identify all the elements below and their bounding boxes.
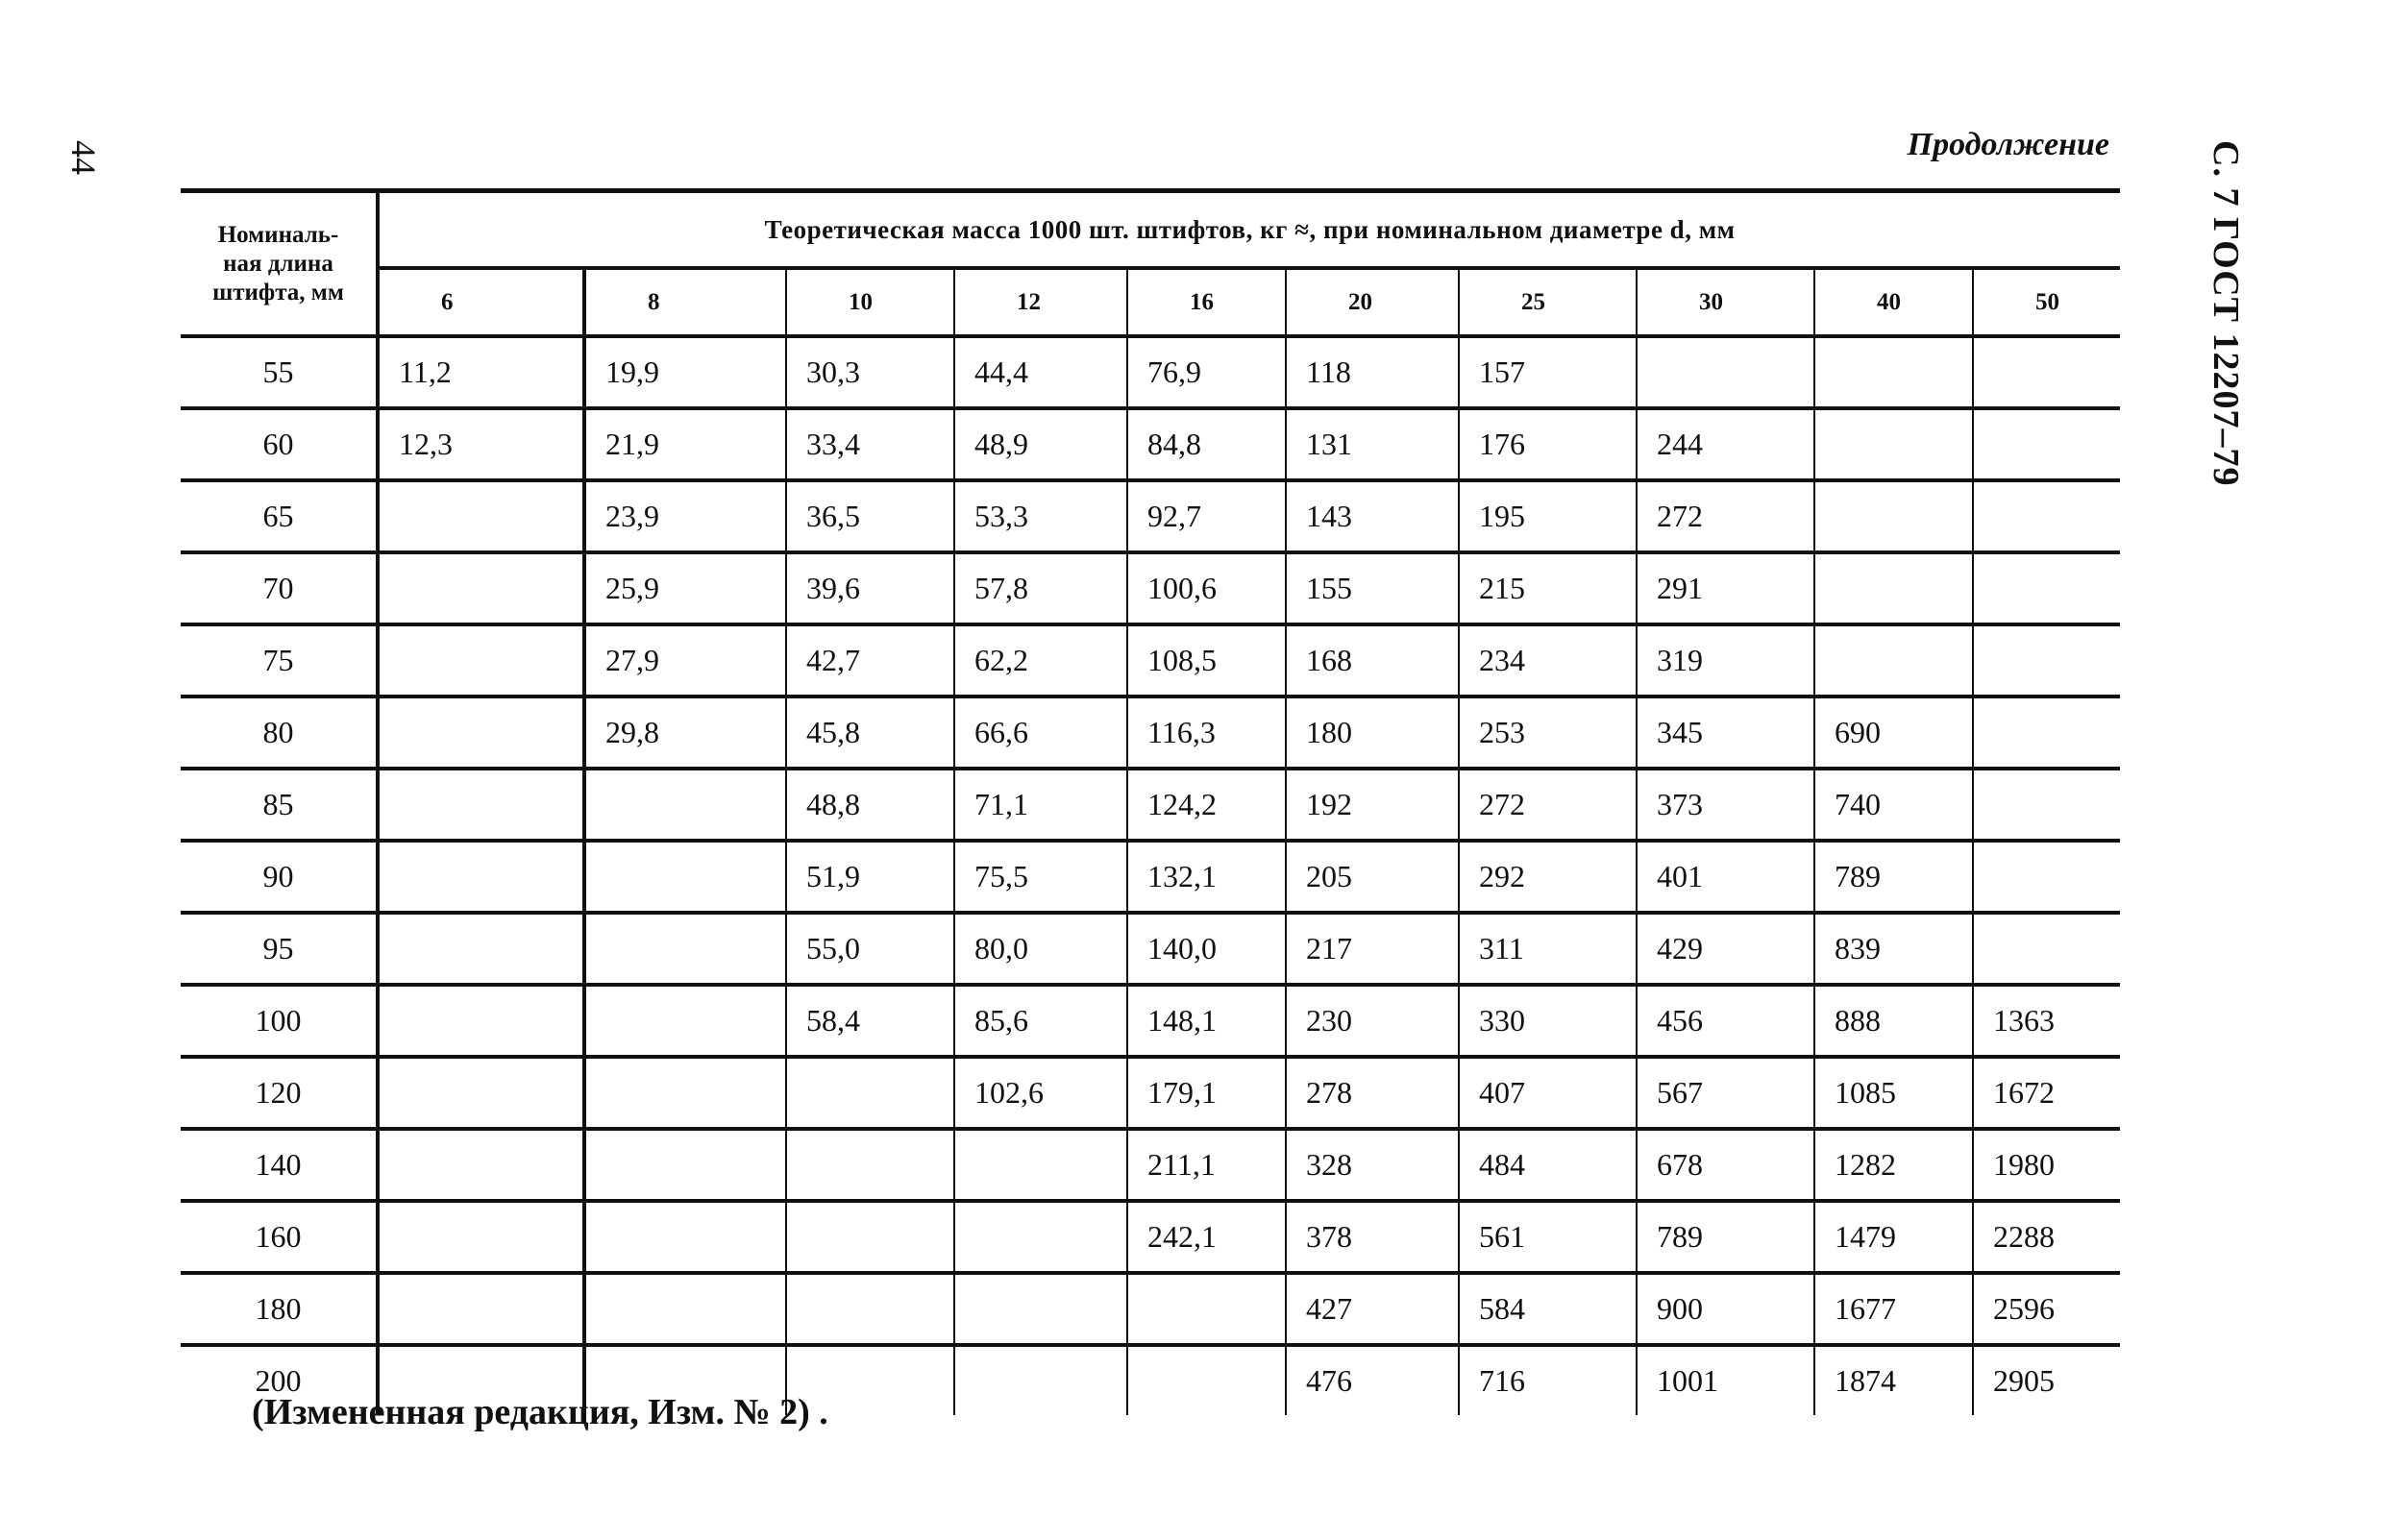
mass-cell: 124,2 [1127,769,1286,841]
mass-cell: 155 [1286,552,1459,624]
diameter-header: 6 [378,268,584,336]
mass-cell: 456 [1637,985,1814,1057]
mass-cell: 345 [1637,697,1814,769]
mass-cell: 23,9 [584,480,786,552]
mass-cell [954,1273,1127,1345]
mass-cell: 102,6 [954,1057,1127,1129]
mass-cell: 584 [1459,1273,1637,1345]
mass-cell: 48,9 [954,408,1127,480]
mass-cell: 19,9 [584,336,786,408]
table-row [181,841,2120,913]
mass-cell: 108,5 [1127,624,1286,697]
mass-cell [1973,480,2120,552]
mass-cell: 407 [1459,1057,1637,1129]
diameter-header: 12 [954,268,1127,336]
table-row [181,913,2120,985]
mass-cell [1637,336,1814,408]
mass-cell: 292 [1459,841,1637,913]
mass-cell [954,1345,1127,1415]
mass-cell [378,1057,584,1129]
diameter-header: 40 [1814,268,1973,336]
mass-cell [786,1201,954,1273]
mass-cell [378,769,584,841]
mass-cell: 132,1 [1127,841,1286,913]
page-number: 44 [64,140,103,175]
mass-cell: 42,7 [786,624,954,697]
mass-cell [1973,552,2120,624]
mass-cell: 157 [1459,336,1637,408]
mass-cell: 373 [1637,769,1814,841]
mass-cell: 1363 [1973,985,2120,1057]
length-cell: 180 [181,1273,378,1345]
mass-cell [1973,408,2120,480]
mass-cell: 716 [1459,1345,1637,1415]
mass-cell: 311 [1459,913,1637,985]
mass-cell: 1479 [1814,1201,1973,1273]
mass-cell: 39,6 [786,552,954,624]
length-cell: 90 [181,841,378,913]
mass-cell [1814,480,1973,552]
mass-cell: 1001 [1637,1345,1814,1415]
mass-cell: 328 [1286,1129,1459,1201]
diameter-header: 30 [1637,268,1814,336]
length-cell: 65 [181,480,378,552]
mass-cell: 148,1 [1127,985,1286,1057]
diameter-header: 16 [1127,268,1286,336]
mass-cell: 116,3 [1127,697,1286,769]
mass-cell [1814,408,1973,480]
continuation-label: Продолжение [1907,127,2109,162]
mass-cell: 85,6 [954,985,1127,1057]
mass-cell: 900 [1637,1273,1814,1345]
mass-cell [378,624,584,697]
mass-cell: 1085 [1814,1057,1973,1129]
mass-cell [378,697,584,769]
mass-cell: 71,1 [954,769,1127,841]
length-cell: 80 [181,697,378,769]
table-row [181,1057,2120,1129]
mass-cell: 30,3 [786,336,954,408]
mass-cell [1973,841,2120,913]
mass-cell: 76,9 [1127,336,1286,408]
diameter-header: 10 [786,268,954,336]
table-row [181,697,2120,769]
mass-cell: 789 [1814,841,1973,913]
mass-cell [1127,1273,1286,1345]
mass-cell: 561 [1459,1201,1637,1273]
mass-cell: 2905 [1993,1363,2055,1398]
mass-cell: 66,6 [954,697,1127,769]
mass-cell [786,1129,954,1201]
mass-cell: 44,4 [954,336,1127,408]
mass-cell [954,1201,1127,1273]
mass-cell: 12,3 [378,408,584,480]
mass-cell: 567 [1637,1057,1814,1129]
mass-table [181,188,2120,1415]
mass-cell [378,552,584,624]
mass-cell [378,841,584,913]
table-row [181,1273,2120,1345]
mass-cell [1973,624,2120,697]
mass-cell: 100,6 [1127,552,1286,624]
mass-cell: 51,9 [786,841,954,913]
mass-cell [1814,552,1973,624]
mass-cell: 242,1 [1127,1201,1286,1273]
mass-cell: 291 [1637,552,1814,624]
mass-cell [954,1129,1127,1201]
mass-cell: 205 [1286,841,1459,913]
mass-cell: 143 [1286,480,1459,552]
revision-note: (Измененная редакция, Изм. № 2) . [252,1392,828,1432]
mass-cell: 401 [1637,841,1814,913]
mass-cell: 319 [1637,624,1814,697]
mass-cell: 330 [1459,985,1637,1057]
length-cell: 160 [181,1201,378,1273]
mass-cell: 1980 [1973,1129,2120,1201]
mass-cell [1973,336,2120,408]
mass-cell: 272 [1637,480,1814,552]
mass-cell: 215 [1459,552,1637,624]
mass-cell [584,913,786,985]
mass-cell [1814,336,1973,408]
mass-cell: 179,1 [1127,1057,1286,1129]
length-header [181,191,378,337]
mass-cell [584,1273,786,1345]
mass-cell [378,913,584,985]
mass-cell: 2596 [1973,1273,2120,1345]
mass-cell: 839 [1814,913,1973,985]
mass-cell [1814,624,1973,697]
mass-cell [1973,913,2120,985]
length-cell: 120 [181,1057,378,1129]
table-row [181,1201,2120,1273]
length-header-line: ная длина [223,250,333,277]
mass-cell [786,1057,954,1129]
mass-cell: 2288 [1973,1201,2120,1273]
mass-cell: 217 [1286,913,1459,985]
mass-cell [378,985,584,1057]
mass-cell [378,480,584,552]
mass-cell: 168 [1286,624,1459,697]
mass-cell: 192 [1286,769,1459,841]
mass-cell [584,1057,786,1129]
length-cell: 95 [181,913,378,985]
mass-cell: 1677 [1814,1273,1973,1345]
mass-cell: 58,4 [786,985,954,1057]
mass-cell: 27,9 [584,624,786,697]
diameter-header: 20 [1286,268,1459,336]
length-cell: 200 [181,1345,378,1415]
mass-cell: 55,0 [786,913,954,985]
table-row [181,624,2120,697]
mass-cell: 888 [1814,985,1973,1057]
mass-cell: 234 [1459,624,1637,697]
mass-cell [786,1273,954,1345]
mass-cell: 176 [1459,408,1637,480]
side-header: С. 7 ГОСТ 12207–79 [2205,140,2246,487]
table-row [181,985,2120,1057]
table-row [181,769,2120,841]
mass-cell [378,1273,584,1345]
length-header-line: Номиналь- [217,221,339,248]
mass-cell [584,1201,786,1273]
mass-cell: 211,1 [1127,1129,1286,1201]
mass-cell [1973,697,2120,769]
length-cell: 140 [181,1129,378,1201]
length-cell: 75 [181,624,378,697]
mass-cell: 1672 [1973,1057,2120,1129]
mass-cell: 11,2 [378,336,584,408]
diameter-header: 25 [1459,268,1637,336]
length-cell: 85 [181,769,378,841]
mass-cell: 180 [1286,697,1459,769]
table-row [181,336,2120,408]
mass-cell: 36,5 [786,480,954,552]
table-row [181,408,2120,480]
mass-cell: 278 [1286,1057,1459,1129]
length-cell: 100 [181,985,378,1057]
mass-cell: 1874 [1814,1345,1973,1415]
mass-cell: 429 [1637,913,1814,985]
mass-cell [584,985,786,1057]
diameter-header: 8 [584,268,786,336]
mass-cell: 75,5 [954,841,1127,913]
mass-cell: 678 [1637,1129,1814,1201]
mass-cell [1127,1345,1286,1415]
length-cell: 60 [181,408,378,480]
mass-cell: 1282 [1814,1129,1973,1201]
mass-cell: 62,2 [954,624,1127,697]
mass-cell: 476 [1286,1345,1459,1415]
mass-cell: 789 [1637,1201,1814,1273]
mass-cell: 25,9 [584,552,786,624]
length-header-line: штифта, мм [212,279,344,306]
mass-cell: 195 [1459,480,1637,552]
mass-cell: 57,8 [954,552,1127,624]
length-cell: 70 [181,552,378,624]
mass-cell: 272 [1459,769,1637,841]
mass-cell: 80,0 [954,913,1127,985]
table-row [181,552,2120,624]
mass-cell: 244 [1637,408,1814,480]
diameter-header: 50 [1973,268,2120,336]
mass-cell: 378 [1286,1201,1459,1273]
mass-cell: 131 [1286,408,1459,480]
table-row [181,1129,2120,1201]
mass-cell: 740 [1814,769,1973,841]
mass-cell: 484 [1459,1129,1637,1201]
mass-cell: 427 [1286,1273,1459,1345]
mass-cell: 33,4 [786,408,954,480]
mass-cell [1973,769,2120,841]
mass-cell [584,1129,786,1201]
mass-cell: 48,8 [786,769,954,841]
mass-cell [378,1201,584,1273]
length-cell: 55 [181,336,378,408]
mass-cell: 84,8 [1127,408,1286,480]
mass-cell: 140,0 [1127,913,1286,985]
mass-cell: 29,8 [584,697,786,769]
mass-cell [584,769,786,841]
mass-cell: 253 [1459,697,1637,769]
mass-cell: 118 [1286,336,1459,408]
mass-cell: 53,3 [954,480,1127,552]
table-row [181,480,2120,552]
mass-cell [378,1129,584,1201]
mass-cell [584,841,786,913]
mass-cell: 21,9 [584,408,786,480]
mass-cell: 92,7 [1127,480,1286,552]
mass-span-header: Теоретическая масса 1000 шт. штифтов, кг ≈, при номинальном диаметре d, мм [378,191,2120,269]
mass-cell: 45,8 [786,697,954,769]
mass-cell: 230 [1286,985,1459,1057]
mass-cell: 690 [1814,697,1973,769]
